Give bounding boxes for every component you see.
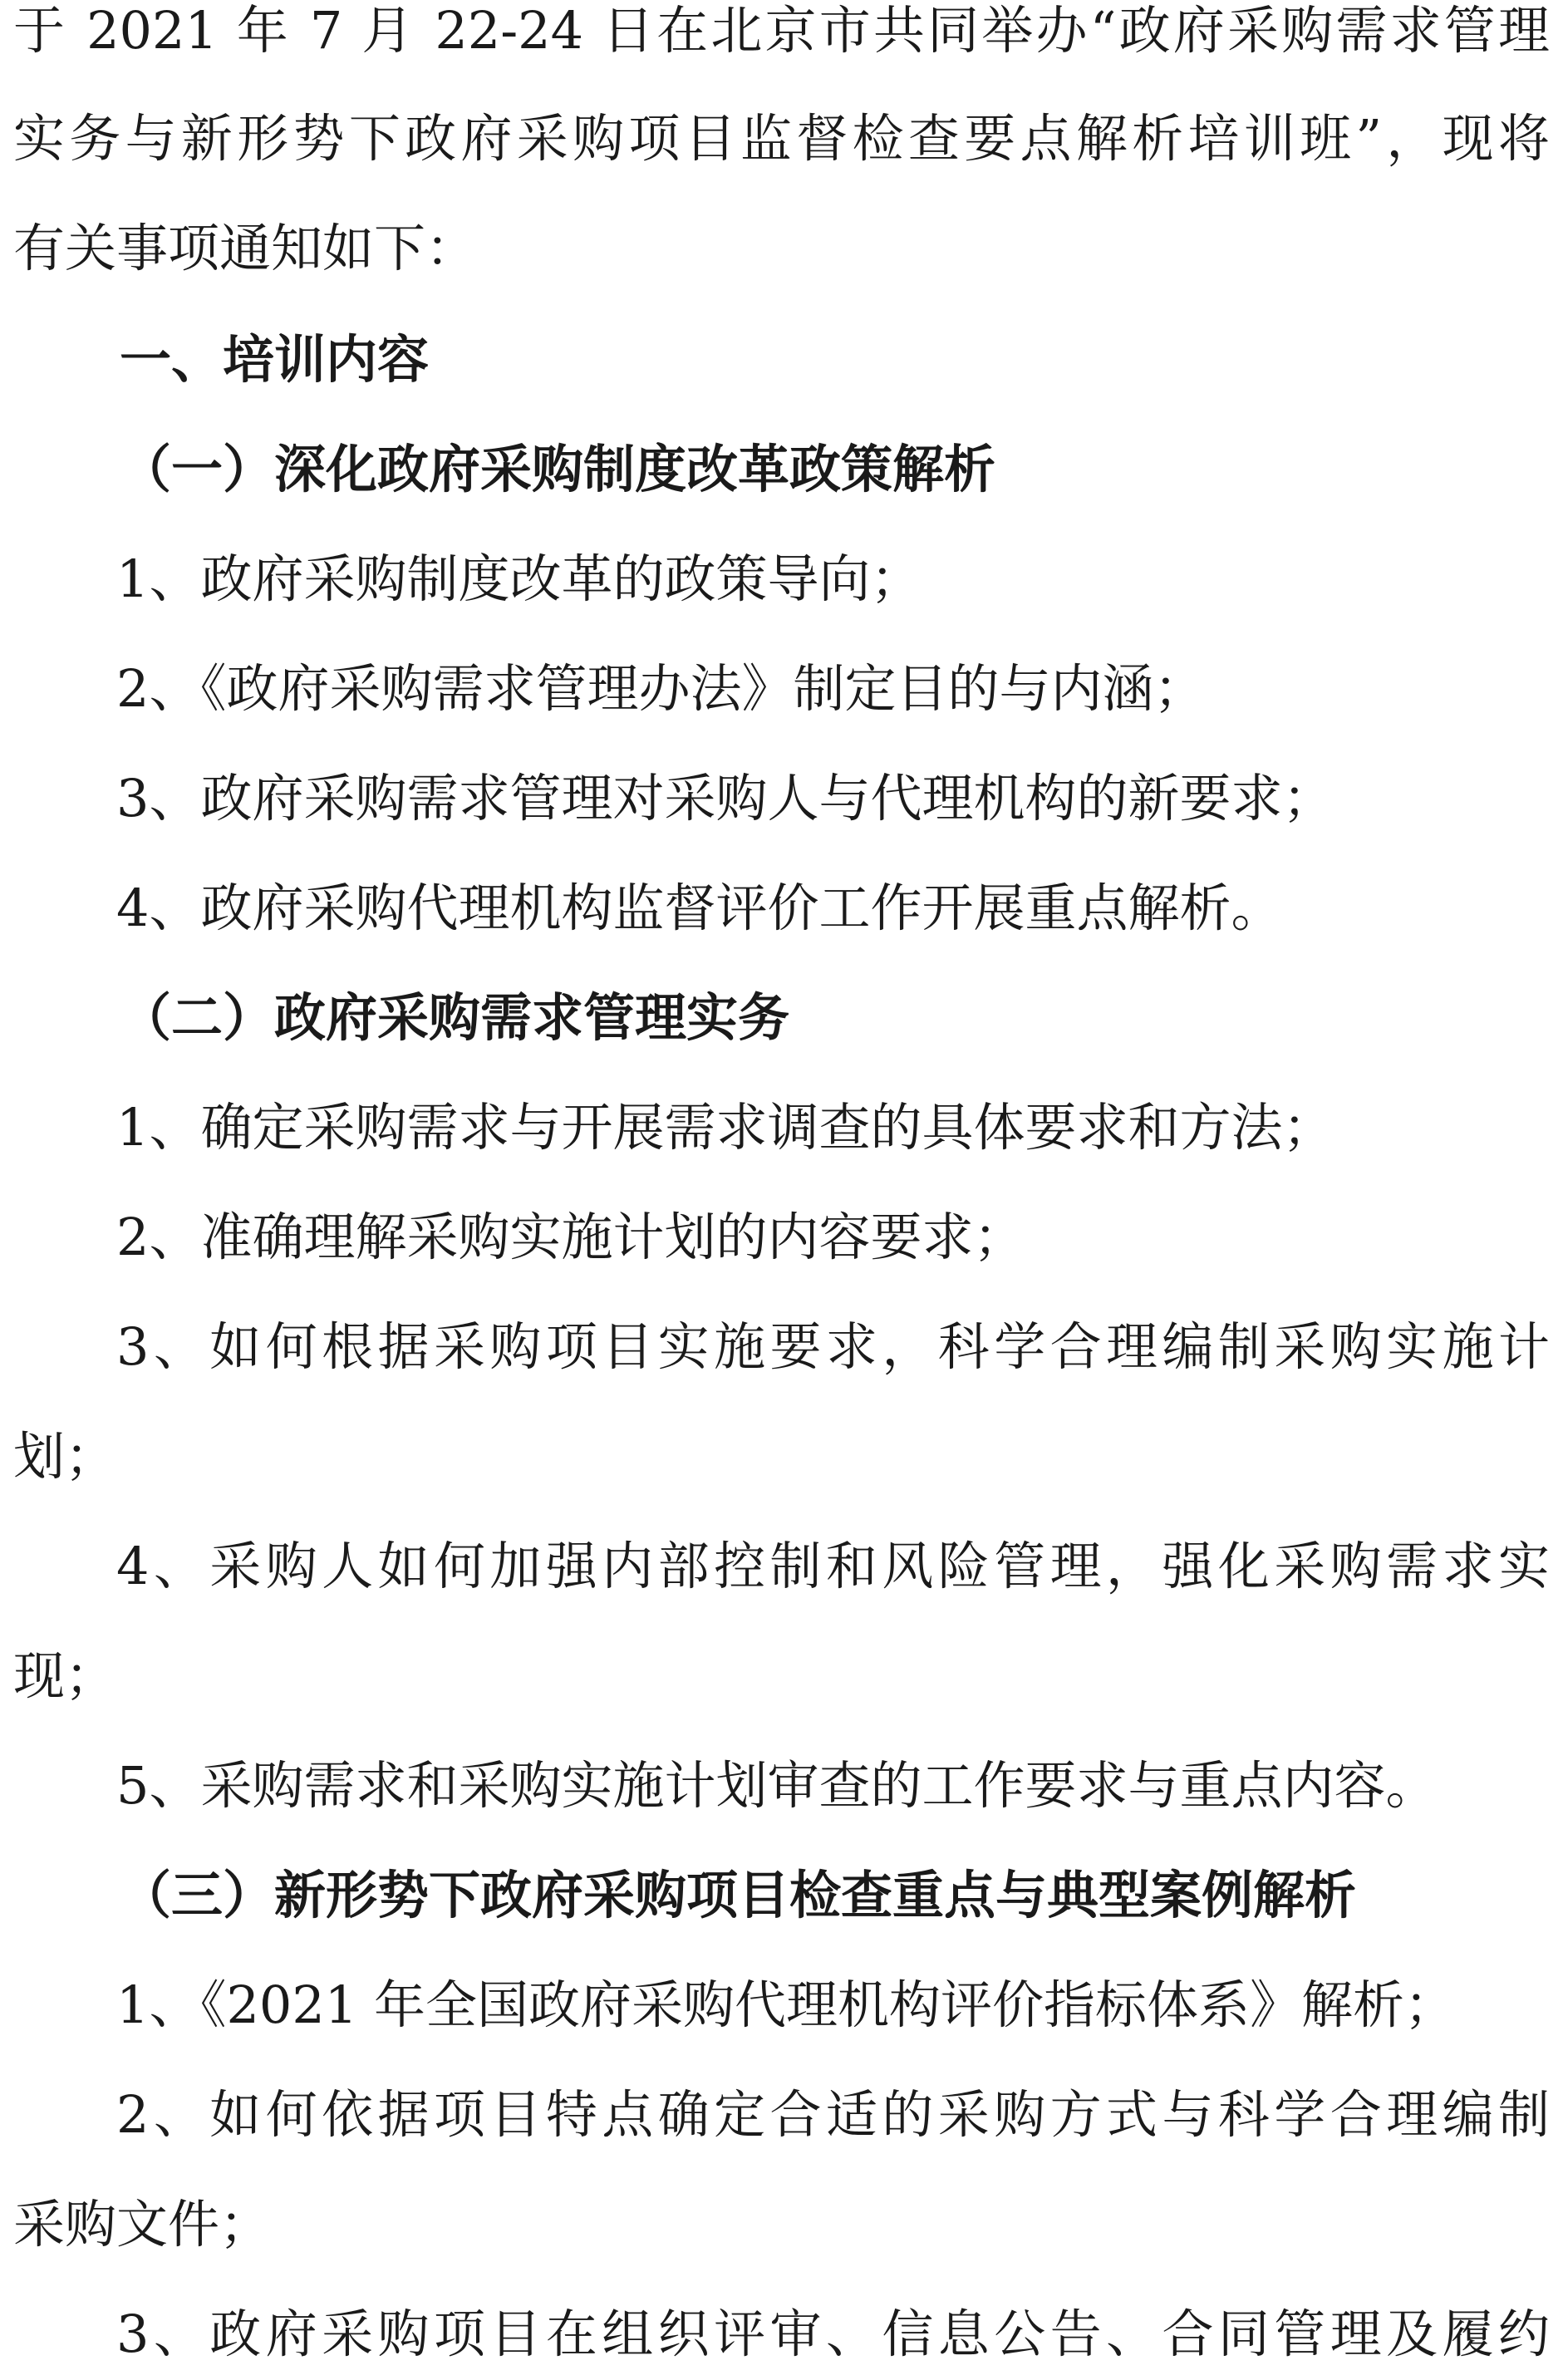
subsection-1-item-1: 1、政府采购制度改革的政策导向； bbox=[116, 548, 922, 609]
subsection-3-item-2-cont: 采购文件； bbox=[13, 2194, 272, 2255]
subsection-2-item-5: 5、采购需求和采购实施计划审查的工作要求与重点内容。 bbox=[116, 1755, 1438, 1816]
section-title: 一、培训内容 bbox=[120, 329, 430, 390]
subsection-2-item-3: 3、如何根据采购项目实施要求，科学合理编制采购实施计 bbox=[116, 1316, 1550, 1377]
subsection-3-item-2: 2、如何依据项目特点确定合适的采购方式与科学合理编制 bbox=[116, 2084, 1550, 2145]
subsection-2-item-1: 1、确定采购需求与开展需求调查的具体要求和方法； bbox=[116, 1097, 1334, 1158]
subsection-2-title: （二）政府采购需求管理实务 bbox=[120, 987, 790, 1048]
subsection-2-item-4-cont: 现； bbox=[13, 1645, 117, 1706]
intro-line-3: 有关事项通知如下： bbox=[13, 218, 478, 278]
subsection-1-item-4: 4、政府采购代理机构监督评价工作开展重点解析。 bbox=[116, 878, 1283, 938]
subsection-2-item-3-cont: 划； bbox=[13, 1426, 117, 1487]
intro-line-1: 于 2021 年 7 月 22-24 日在北京市共同举办“政府采购需求管理 bbox=[13, 0, 1550, 61]
subsection-3-item-1: 1、《2021 年全国政府采购代理机构评价指标体系》解析； bbox=[116, 1974, 1456, 2035]
intro-line-2: 实务与新形势下政府采购项目监督检查要点解析培训班”，现将 bbox=[13, 108, 1550, 169]
subsection-3-title: （三）新形势下政府采购项目检查重点与典型案例解析 bbox=[120, 1865, 1357, 1925]
subsection-1-item-3: 3、政府采购需求管理对采购人与代理机构的新要求； bbox=[116, 768, 1334, 829]
subsection-1-title: （一）深化政府采购制度改革政策解析 bbox=[120, 439, 996, 499]
subsection-2-item-4: 4、采购人如何加强内部控制和风险管理，强化采购需求实 bbox=[116, 1536, 1550, 1596]
subsection-2-item-2: 2、准确理解采购实施计划的内容要求； bbox=[116, 1207, 1025, 1267]
subsection-1-item-2: 2、《政府采购需求管理办法》制定目的与内涵； bbox=[116, 658, 1206, 719]
subsection-3-item-3: 3、政府采购项目在组织评审、信息公告、合同管理及履约 bbox=[116, 2304, 1550, 2364]
